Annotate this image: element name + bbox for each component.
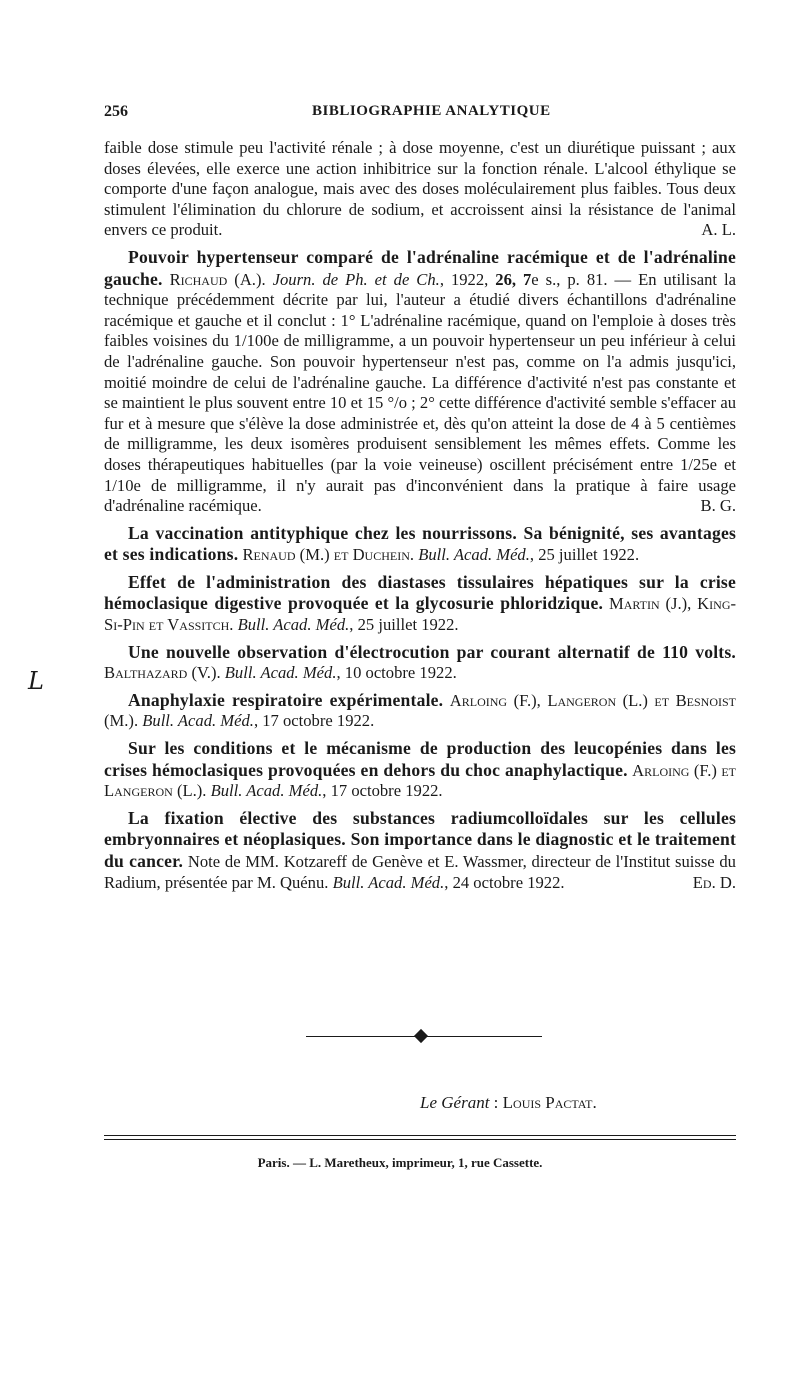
entry-date: , 25 juillet 1922. bbox=[529, 545, 640, 565]
entry-authors: Richaud (A.). bbox=[169, 269, 266, 289]
entry-date: , 24 octobre 1922. bbox=[444, 872, 565, 892]
entry-6 bbox=[104, 738, 736, 802]
entry-title: Une nouvelle observation d'électrocution par courant alternatif de 110 volts. bbox=[128, 641, 736, 662]
entry-authors: Arloing (F.) et Langeron (L.). bbox=[104, 760, 736, 801]
gerant-line bbox=[420, 1093, 597, 1113]
entry-3 bbox=[104, 572, 736, 636]
gerant-name: Louis Pactat. bbox=[502, 1093, 597, 1112]
entry-journal: Bull. Acad. Méd. bbox=[418, 545, 530, 565]
intro-text: faible dose stimule peu l'activité rénale ; à dose moyenne, c'est un diurétique puissant ; aux doses élevées, elle exerce une action inhibitrice sur la fonction rénale. L'alcool éthylique se comporte d'une façon analogue, mais avec des doses moléculairement plus faibles. Tous deux stimulent l'élimination du chlorure de sodium, et accroissent ainsi la résistance de l'animal envers ce produit. bbox=[104, 138, 736, 240]
entry-journal: Bull. Acad. Méd. bbox=[237, 615, 350, 635]
entry-7 bbox=[104, 808, 736, 893]
entry-title: Pouvoir hypertenseur comparé de l'adrénaline racémique et de l'adrénaline gauche. bbox=[104, 246, 736, 289]
entry-abstract: En utilisant la technique précédemment décrite par lui, l'auteur a étudié divers échantillons d'adrénaline racémique et gauche et il conclut : 1° L'adrénaline racémique, quand on l'emploie à doses très faibles voisines du 1/100e de milligramme, a un pouvoir hypertenseur un peu inférieur à celui de l'adrénaline gauche. Son pouvoir hypertenseur n'est pas, comme on l'a admis jusqu'ici, moitié moindre de celui de l'adrénaline gauche. La différence d'activité n'est pas constante et se maintient le plus souvent entre 10 et 15 °/o ; 2° cette différence d'activité semble s'effacer au fur et à mesure que s'élève la dose administrée et, dès qu'on atteint la dose de 4 à 5 centièmes de milligramme, les deux isomères produisent sensiblement les mêmes effets. Comme les doses thérapeutiques habituelles (par la voie veineuse) oscillent précisément entre 1/25e et 1/10e de milligramme, il n'y aurait pas d'inconvénient dans la pratique à faire usage d'adrénaline racémique. bbox=[104, 269, 736, 516]
entry-4 bbox=[104, 642, 736, 684]
entry-signature: Ed. D. bbox=[692, 872, 736, 892]
page-number: 256 bbox=[104, 103, 128, 120]
entry-date: , 17 octobre 1922. bbox=[322, 781, 443, 801]
intro-paragraph bbox=[104, 138, 736, 241]
body-text bbox=[104, 138, 736, 893]
entry-journal: Bull. Acad. Méd. bbox=[210, 781, 323, 801]
entry-authors: Arloing (F.), Langeron (L.) et Besnoist (M.). bbox=[104, 690, 736, 731]
entry-signature: B. G. bbox=[700, 496, 736, 516]
entry-journal: Bull. Acad. Méd. bbox=[224, 663, 337, 683]
entry-title: Effet de l'administration des diastases tissulaires hépatiques sur la crise hémoclasique digestive provoquée et la glycosurie phloridzique. bbox=[104, 571, 736, 614]
entry-authors: Martin (J.), King-Si-Pin et Vassitch. bbox=[104, 594, 737, 635]
printer-imprint: Paris. — L. Maretheux, imprimeur, 1, rue Cassette. bbox=[257, 1155, 543, 1170]
entry-authors: Renaud (M.) et Duchein. bbox=[242, 545, 415, 565]
entry-journal: Bull. Acad. Méd. bbox=[332, 872, 445, 892]
entry-journal: Journ. de Ph. et de Ch. bbox=[272, 269, 440, 289]
gerant-label: Le Gérant bbox=[420, 1093, 490, 1112]
section-divider bbox=[306, 1030, 542, 1044]
entry-2 bbox=[104, 523, 736, 566]
entry-title: La vaccination antityphique chez les nourrissons. Sa bénignité, ses avantages et ses indications. bbox=[104, 522, 736, 565]
entry-1 bbox=[104, 247, 736, 517]
entry-authors: Balthazard (V.). bbox=[104, 663, 221, 683]
entry-journal: Bull. Acad. Méd. bbox=[142, 711, 254, 731]
entry-title: Sur les conditions et le mécanisme de production des leucopénies dans les crises hémoclasiques provoquées en dehors du choc anaphylactique. bbox=[104, 738, 736, 780]
entry-volume: 26, 7 bbox=[495, 269, 532, 289]
running-head: BIBLIOGRAPHIE ANALYTIQUE bbox=[312, 103, 551, 119]
entry-5 bbox=[104, 690, 736, 732]
intro-signature: A. L. bbox=[701, 220, 736, 240]
entry-date: , 25 juillet 1922. bbox=[349, 615, 459, 635]
entry-date: , 17 octobre 1922. bbox=[253, 711, 375, 731]
diamond-ornament-icon bbox=[414, 1029, 428, 1043]
entry-note: Note de MM. Kotzareff de Genève et E. Wassmer, directeur de l'Institut suisse du Radium, présentée par M. Quénu. bbox=[104, 852, 736, 892]
entry-date: , 10 octobre 1922. bbox=[336, 663, 457, 683]
footer-rule bbox=[104, 1135, 736, 1136]
gerant-separator: : bbox=[489, 1093, 503, 1112]
entry-title: Anaphylaxie respiratoire expérimentale. bbox=[128, 689, 444, 710]
entry-title: La fixation élective des substances radiumcolloïdales sur les cellules embryonnaires et néoplasiques. Son importance dans le diagnostic et le traitement du cancer. bbox=[104, 807, 736, 871]
margin-annotation: L bbox=[28, 667, 44, 695]
entry-date: , 1922, bbox=[439, 269, 489, 289]
footer-rule-secondary bbox=[104, 1139, 736, 1140]
entry-volume-rest: e s., p. 81. — bbox=[531, 269, 639, 289]
